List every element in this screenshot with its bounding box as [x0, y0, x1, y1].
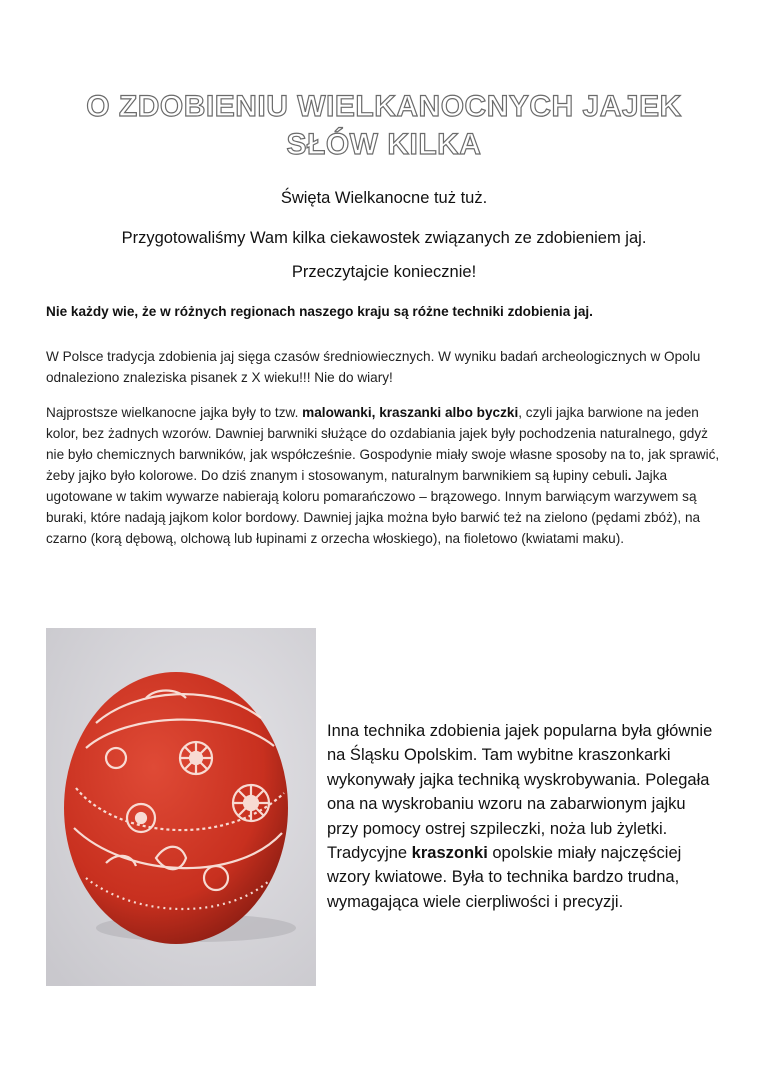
paragraph-scratching-text-1: Inna technika zdobienia jajek popularna była głównie na Śląsku Opolskim. Tam wybitne kraszonkarki wykonywały jajka techniką wyskrobywania. Polegała ona na wyskrobaniu wzoru na zabarwionym jajku przy pomocy ostrej szpileczki, noża lub żyletki. Tradycyjne [327, 722, 713, 863]
page-title [0, 88, 768, 164]
page-title-line-2: SŁÓW KILKA [286, 128, 482, 161]
lead-sentence: Nie każdy wie, że w różnych regionach naszego kraju są różne techniki zdobienia jaj. [46, 304, 593, 319]
paragraph-dyeing [46, 402, 722, 549]
intro-line-3: Przeczytajcie koniecznie! [291, 263, 477, 281]
paragraph-scratching-bold: kraszonki [411, 844, 488, 863]
page-title-line-1: O ZDOBIENIU WIELKANOCNYCH JAJEK [86, 90, 682, 123]
paragraph-dyeing-bold-1: malowanki, kraszanki albo byczki [302, 405, 519, 420]
paragraph-history: W Polsce tradycja zdobienia jaj sięga czasów średniowiecznych. W wyniku badań archeologicznych w Opolu odnaleziono znaleziska pisanek z X wieku!!! Nie do wiary! [46, 349, 701, 385]
paragraph-scratching [327, 719, 717, 914]
paragraph-dyeing-bold-2: . [627, 468, 632, 483]
paragraph-dyeing-text-1: Najprostsze wielkanocne jajka były to tzw. [46, 405, 303, 420]
paragraph-dyeing-text-3: Jajka ugotowane w takim wywarze nabierają koloru pomarańczowo – brązowego. Innym barwiącym warzywem są buraki, które nadają jajkom kolor bordowy. Dawniej jajka można było barwić też na zielono (pędami zbóż), na czarno (korą dębową, olchową lub łupinami z orzecha włoskiego), na fioletowo (kwiatami maku). [46, 468, 701, 546]
paragraph-dyeing-text-2: , czyli jajka barwione na jeden kolor, bez żadnych wzorów. Dawniej barwniki służące do ozdabiania jajek były pochodzenia naturalnego, gdyż nie było chemicznych barwników, jak współcześnie. Gospodynie miały swoje własne sposoby na to, jak sprawić, żeby jajko było kolorowe. Do dziś znanym i stosowanym, naturalnym barwnikiem są łupiny cebuli [46, 405, 720, 483]
intro-line-2: Przygotowaliśmy Wam kilka ciekawostek związanych ze zdobieniem jaj. [121, 229, 647, 247]
decorated-egg-icon [46, 628, 316, 986]
paragraph-scratching-text-2: opolskie miały najczęściej wzory kwiatowe. Była to technika bardzo trudna, wymagająca wiele cierpliwości i precyzji. [327, 844, 682, 911]
intro-line-1: Święta Wielkanocne tuż tuż. [280, 189, 488, 207]
egg-photo [46, 628, 316, 986]
